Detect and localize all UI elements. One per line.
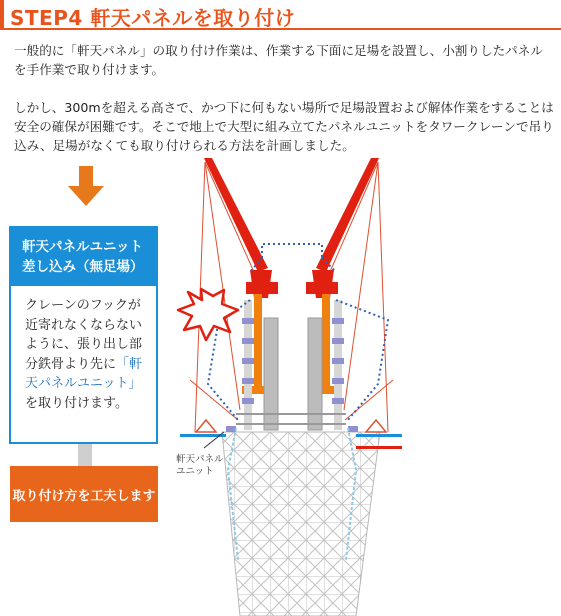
- panel-unit-label-line1: 軒天パネル: [176, 454, 224, 465]
- collision-warning-burst-icon: [178, 289, 238, 340]
- page-title-bar: [0, 0, 561, 30]
- description-text-1: クレーンのフックが近寄れなくならないように、張り出し部分鉄骨より先に: [25, 298, 143, 372]
- panel-unit-heading-line2: 差し込み（無足場）: [22, 259, 144, 275]
- panel-unit-heading: [11, 228, 156, 286]
- down-arrow-icon: [66, 166, 106, 208]
- planned-structure-outline: [208, 244, 388, 420]
- tower-lattice: [222, 432, 380, 616]
- method-button[interactable]: 取り付け方を工夫します: [10, 466, 158, 522]
- description-text-2: を取り付けます。: [25, 395, 128, 411]
- panel-unit-label-line2: ユニット: [176, 466, 214, 477]
- steel-frame-beams: [236, 414, 346, 424]
- connector-bar: [78, 444, 92, 466]
- panel-unit-description: [11, 286, 156, 413]
- page-title: STEP4 軒天パネルを取り付け: [10, 6, 296, 30]
- intro-paragraph-1: 一般的に「軒天パネル」の取り付け作業は、作業する下面に足場を設置し、小割りしたパネルを手作業で取り付けます。: [14, 43, 543, 77]
- panel-unit-label: [176, 454, 224, 478]
- tower-diagram: [160, 150, 560, 616]
- panel-unit-info-box: [9, 226, 158, 444]
- description-highlight: 「軒天パネルユニット」: [25, 356, 143, 391]
- intro-paragraph-2: しかし、300mを超える高さで、かつ下に何もない場所で足場設置および解体作業をすることは安全の確保が困難です。そこで地上で大型に組み立てたパネルユニットをタワークレーンで吊り込み、足場がなくても取り付けられる方法を計画しました。: [14, 100, 554, 153]
- panel-unit-heading-line1: 軒天パネルユニット: [22, 239, 143, 255]
